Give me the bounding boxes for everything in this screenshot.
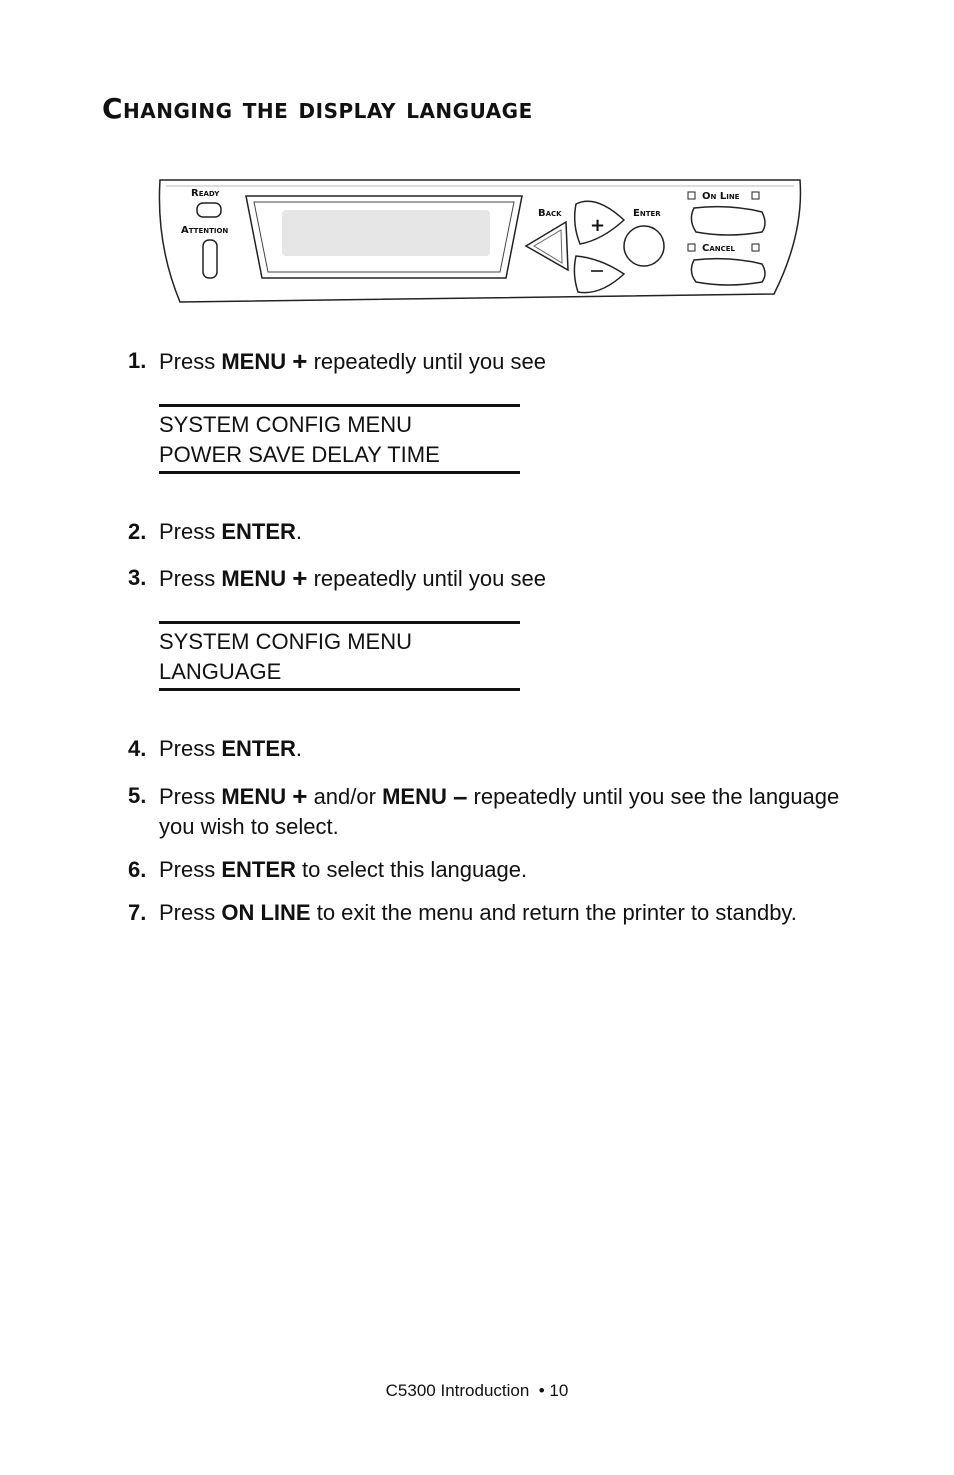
attention-indicator	[203, 240, 217, 278]
plus-symbol: +	[292, 563, 308, 593]
lcd-line-1: SYSTEM CONFIG MENU	[159, 629, 413, 654]
page-footer: C5300 Introduction • 10	[385, 1381, 569, 1400]
plus-symbol: +	[292, 781, 308, 811]
svg-text:+: +	[590, 215, 606, 236]
attention-label: Attention	[181, 225, 229, 236]
step-5	[128, 781, 868, 842]
cancel-button	[691, 259, 765, 285]
page-title: Changing the display language	[102, 92, 533, 125]
step-text: Press	[159, 857, 222, 882]
lcd-display-example-1	[159, 404, 520, 474]
step-text: repeatedly until you see the language you wish to select.	[159, 784, 840, 839]
key-name: ENTER	[221, 736, 296, 761]
enter-label: Enter	[633, 208, 661, 219]
key-name: ENTER	[221, 857, 296, 882]
key-name: MENU	[382, 784, 447, 809]
step-2	[128, 517, 868, 547]
step-1	[128, 346, 868, 377]
lcd-line-2: LANGUAGE	[159, 659, 282, 684]
step-text: repeatedly until you see	[307, 349, 546, 374]
lcd-line-1: SYSTEM CONFIG MENU	[159, 412, 413, 437]
step-text: Press	[159, 349, 222, 374]
lcd-screen	[282, 210, 490, 256]
online-label: On Line	[702, 191, 740, 202]
lcd-line-2: POWER SAVE DELAY TIME	[159, 442, 440, 467]
step-number: 2.	[128, 519, 147, 544]
key-name: MENU	[221, 784, 287, 809]
step-text: Press	[159, 736, 222, 761]
step-3	[128, 563, 868, 594]
step-text: repeatedly until you see	[307, 566, 546, 591]
step-text: Press	[159, 519, 222, 544]
key-name: MENU	[221, 566, 287, 591]
ready-indicator	[197, 203, 221, 217]
step-text: Press	[159, 784, 222, 809]
back-label: Back	[538, 208, 562, 219]
step-text: Press	[159, 566, 222, 591]
step-number: 3.	[128, 565, 147, 590]
key-name: ON LINE	[221, 900, 311, 925]
key-name: ENTER	[221, 519, 296, 544]
step-text: Press	[159, 900, 222, 925]
step-number: 7.	[128, 900, 147, 925]
step-text: to exit the menu and return the printer to standby.	[310, 900, 797, 925]
step-text: to select this language.	[295, 857, 528, 882]
control-panel-illustration	[150, 174, 806, 306]
lcd-display-example-2	[159, 621, 520, 691]
step-6	[128, 855, 868, 885]
key-name: MENU	[221, 349, 287, 374]
step-7	[128, 898, 868, 928]
minus-symbol: –	[452, 781, 468, 811]
online-button	[691, 207, 765, 235]
enter-button	[624, 226, 664, 266]
step-text: and/or	[307, 784, 383, 809]
plus-symbol: +	[292, 346, 308, 376]
step-4	[128, 734, 868, 764]
cancel-label: Cancel	[702, 243, 735, 254]
step-text: .	[295, 736, 303, 761]
step-number: 6.	[128, 857, 147, 882]
step-number: 5.	[128, 783, 147, 808]
ready-label: Ready	[191, 188, 220, 199]
step-number: 1.	[128, 348, 147, 373]
step-text: .	[295, 519, 303, 544]
step-number: 4.	[128, 736, 147, 761]
